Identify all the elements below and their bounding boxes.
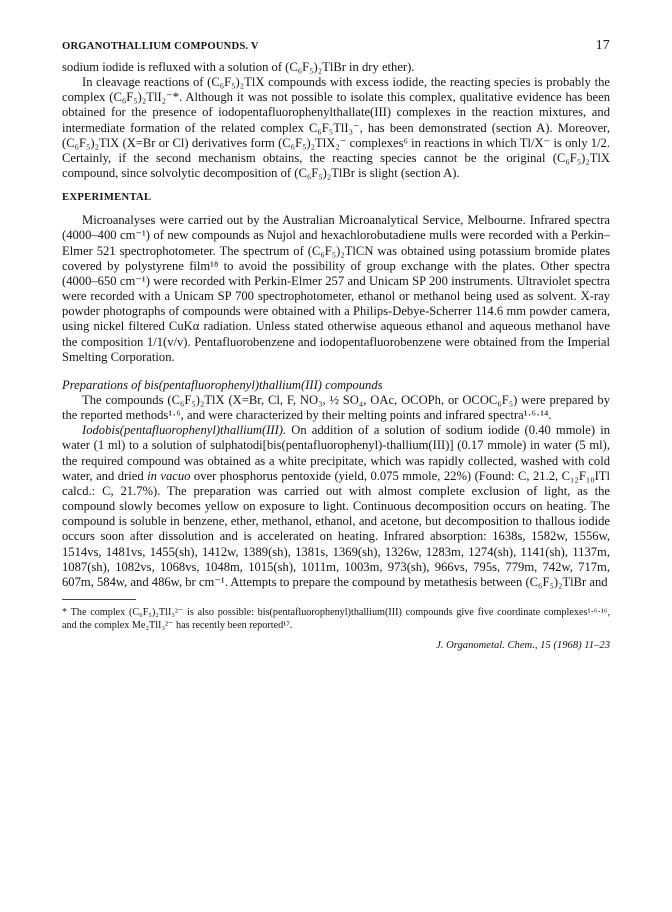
journal-page bbox=[62, 38, 610, 651]
paragraph-cleavage-reactions: In cleavage reactions of (C₆F₅)₂TlX compounds with excess iodide, the reacting species is probably the complex (C₆F₅)₂TlI₂⁻*. Although it was not possible to isolate this complex, qualitative evidence has been obtained for the presence of iodopentafluorophenylthallate(III) complexes in the reaction mixtures, and intermediate formation of the related complex C₆F₅TlI₃⁻, has been demonstrated (section A). Moreover, (C₆F₅)₂TlX (X=Br or Cl) derivatives form (C₆F₅)₂TlX₂⁻ complexes⁶ in reactions in which Tl/X⁻ is only 1/2. Certainly, if the second mechanism obtains, the reacting species cannot be the original (C₆F₅)₂TlX compound, since solvolytic decomposition of (C₆F₅)₂TlBr is slight (section A). bbox=[62, 75, 610, 181]
paragraph-preparations: The compounds (C₆F₅)₂TlX (X=Br, Cl, F, NO₃, ½ SO₄, OAc, OCOPh, or OCOC₆F₅) were prepared by the reported methods¹·⁶, and were characterized by their melting points and infrared spectra¹·⁶·¹⁴. bbox=[62, 392, 610, 423]
paragraph-experimental-methods: Microanalyses were carried out by the Australian Microanalytical Service, Melbourne. Infrared spectra (4000–400 cm⁻¹) of new compounds as Nujol and hexachlorobutadiene mulls were recorded with a Perkin–Elmer 521 spectrophotometer. The spectrum of (C₆F₅)₂TlCN was obtained using potassium bromide plates covered by polystyrene film¹⁸ to avoid the possibility of group exchange with the plates. Other spectra (4000–650 cm⁻¹) were recorded with Perkin-Elmer 257 and Unicam SP 200 instruments. Ultraviolet spectra were recorded with a Unicam SP 700 spectrophotometer, ethanol or methanol being used as solvent. X-ray powder photographs of compounds were obtained with a Philips-Debye-Scherrer 114.6 mm powder camera, using nickel filtered CuKα radiation. Unless stated otherwise aqueous ethanol and aqueous methanol have the composition 1/1(v/v). Pentafluorobenzene and iodopentafluorobenzene were obtained from the Imperial Smelting Corporation. bbox=[62, 213, 610, 364]
page-number: 17 bbox=[595, 38, 610, 53]
subsection-heading-preparations: Preparations of bis(pentafluorophenyl)thallium(III) compounds bbox=[62, 377, 383, 392]
in-vacuo-term: in vacuo bbox=[147, 468, 191, 483]
running-header bbox=[62, 38, 610, 54]
iodobis-compound-label: Iodobis(pentafluorophenyl)thallium(III). bbox=[82, 423, 287, 438]
journal-citation: J. Organometal. Chem., 15 (1968) 11–23 bbox=[436, 640, 610, 651]
section-heading-experimental: EXPERIMENTAL bbox=[62, 192, 152, 204]
section-gap bbox=[62, 365, 610, 378]
iodobis-text-part1: On addition of a solution of sodium iodide (0.40 mmole) in water (1 ml) to a solution of sulphatodi[bis(pentafluorophenyl)-thallium(III)] (0.17 mmole) in water (5 ml), the required compound was obtained as a white precipitate, which was rapidly collected, washed with cold water, and dried bbox=[62, 423, 610, 483]
paragraph-iodobis bbox=[62, 423, 610, 590]
running-title: ORGANOTHALLIUM COMPOUNDS. V bbox=[62, 41, 259, 52]
footnote-divider bbox=[62, 599, 136, 600]
iodobis-text-part2: over phosphorus pentoxide (yield, 0.075 mmole, 22%) (Found: C, 21.2, C₁₂F₁₀ITl calcd.: C, 21.7%). The preparation was carried out with almost complete exclusion of light, as the compound slowly becomes yellow on exposure to light. Continuous decomposition occurs on heating. The compound is soluble in benzene, ether, methanol, ethanol, and acetone, but decomposition to thallous iodide occurs soon after dissolution and is accelerated on heating. Infrared absorption: 1638s, 1582w, 1556w, 1514vs, 1481vs, 1455(sh), 1412w, 1389(sh), 1381s, 1369(sh), 1326w, 1283m, 1274(sh), 1141(sh), 1137m, 1087(sh), 1082vs, 1068vs, 1048m, 1015(sh), 1011m, 1003m, 973(sh), 966vs, 795s, 779m, 742w, 717m, 607m, 584w, and 486w, br cm⁻¹. Attempts to prepare the compound by metathesis between (C₆F₅)₂TlBr and bbox=[62, 468, 610, 589]
paragraph-intro-continued: sodium iodide is refluxed with a solution of (C₆F₅)₂TlBr in dry ether). bbox=[62, 60, 415, 74]
footnote: * The complex (C₆F₅)₂TlI₃²⁻ is also possible: bis(pentafluorophenyl)thallium(III) compounds give five coordinate complexes¹·⁶·¹⁶, and the complex Me₂TlI₃²⁻ has recently been reported¹⁷. bbox=[62, 607, 610, 631]
